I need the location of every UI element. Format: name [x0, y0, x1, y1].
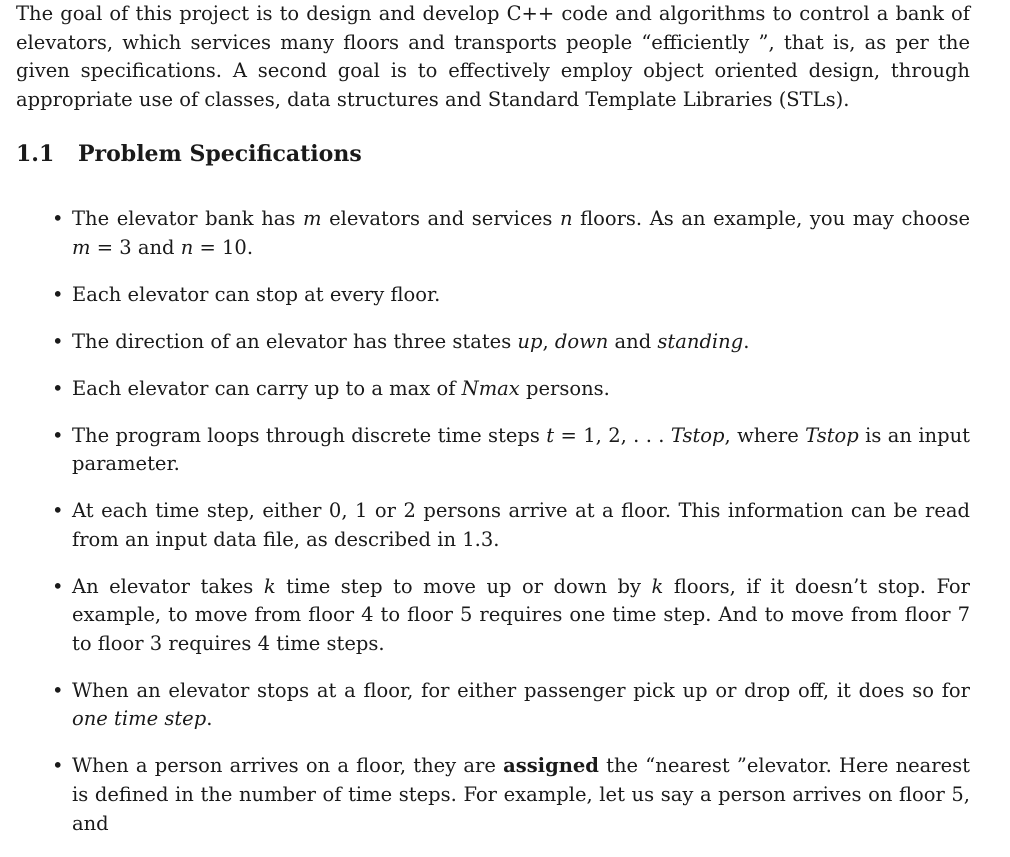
math-var: t: [546, 423, 555, 447]
list-item: [16, 205, 970, 262]
item-text: .: [206, 707, 213, 731]
bullet-icon: •: [52, 282, 64, 306]
item-text: The program loops through discrete time steps: [72, 423, 547, 447]
item-text: the “nearest ”elevator. Here nearest is defined in the number of time steps. For example, let us say a person arrives on floor 5, and: [72, 754, 971, 835]
item-text: An elevator takes: [72, 574, 264, 598]
list-item: [16, 281, 970, 310]
item-text: persons.: [519, 376, 610, 400]
bullet-icon: •: [52, 754, 64, 778]
item-text: At each time step, either 0, 1 or 2 persons arrive at a floor. This information can be read from an input data file, as described in 1.3.: [72, 499, 970, 551]
emphasis-text: one time step: [72, 707, 207, 731]
bullet-icon: •: [52, 678, 64, 702]
item-text: is an input parameter.: [72, 423, 970, 476]
math-var: Tstop: [805, 423, 859, 447]
item-text: = 10.: [193, 235, 254, 259]
item-text: ,: [542, 329, 555, 353]
section-title: Problem Specifications: [78, 141, 362, 167]
document-page: [16, 0, 971, 835]
item-text: , where: [724, 423, 806, 447]
section-heading: [16, 141, 362, 167]
bullet-icon: •: [52, 423, 64, 447]
item-text: floors, if it doesn’t stop. For example, to move from floor 4 to floor 5 requires one time step. And to move from floor 7 to floor 3 requires 4 time steps.: [72, 574, 970, 655]
math-var: k: [651, 574, 664, 598]
list-item: [16, 497, 970, 554]
item-text: and: [608, 329, 658, 353]
math-var: m: [303, 207, 322, 230]
item-text: Each elevator can stop at every floor.: [72, 282, 441, 306]
math-var: n: [180, 235, 194, 259]
item-text: floors. As an example, you may choose: [572, 207, 970, 230]
math-var: Tstop: [670, 423, 725, 447]
item-text: .: [743, 329, 750, 353]
list-item: [16, 422, 970, 479]
item-text: time step to move up or down by: [275, 574, 652, 598]
section-number: 1.1: [16, 141, 55, 167]
list-item: [16, 677, 970, 734]
math-var: m: [72, 235, 91, 259]
item-text: The direction of an elevator has three states: [72, 329, 518, 353]
list-item: [16, 573, 970, 659]
intro-paragraph: The goal of this project is to design and develop C++ code and algorithms to control a bank of elevators, which services many floors and transports people “efficiently ”, that is, as per the given specifications. A second goal is to effectively employ object oriented design, through appropriate use of classes, data structures and Standard Template Libraries (STLs).: [16, 2, 970, 111]
math-var: n: [559, 207, 573, 230]
item-text: = 3 and: [90, 235, 181, 259]
bold-text: assigned: [503, 754, 599, 778]
item-text: elevators and services: [321, 207, 560, 230]
list-item: [16, 375, 970, 404]
list-item: [16, 752, 970, 838]
bullet-icon: •: [52, 376, 64, 400]
item-text: The elevator bank has: [72, 207, 303, 230]
item-text: = 1, 2, . . .: [554, 423, 671, 447]
specification-list: [16, 205, 970, 857]
emphasis-text: down: [554, 329, 609, 353]
item-text: When a person arrives on a floor, they are: [72, 754, 504, 778]
math-var: Nmax: [461, 376, 520, 400]
emphasis-text: up: [517, 329, 543, 353]
bullet-icon: •: [52, 574, 64, 598]
math-var: k: [263, 574, 276, 598]
bullet-icon: •: [52, 499, 64, 523]
item-text: Each elevator can carry up to a max of: [72, 376, 462, 400]
bullet-icon: •: [52, 329, 64, 353]
list-item: [16, 328, 970, 357]
emphasis-text: standing: [657, 329, 744, 353]
item-text: When an elevator stops at a floor, for either passenger pick up or drop off, it does so for: [72, 678, 970, 702]
bullet-icon: •: [52, 207, 64, 230]
